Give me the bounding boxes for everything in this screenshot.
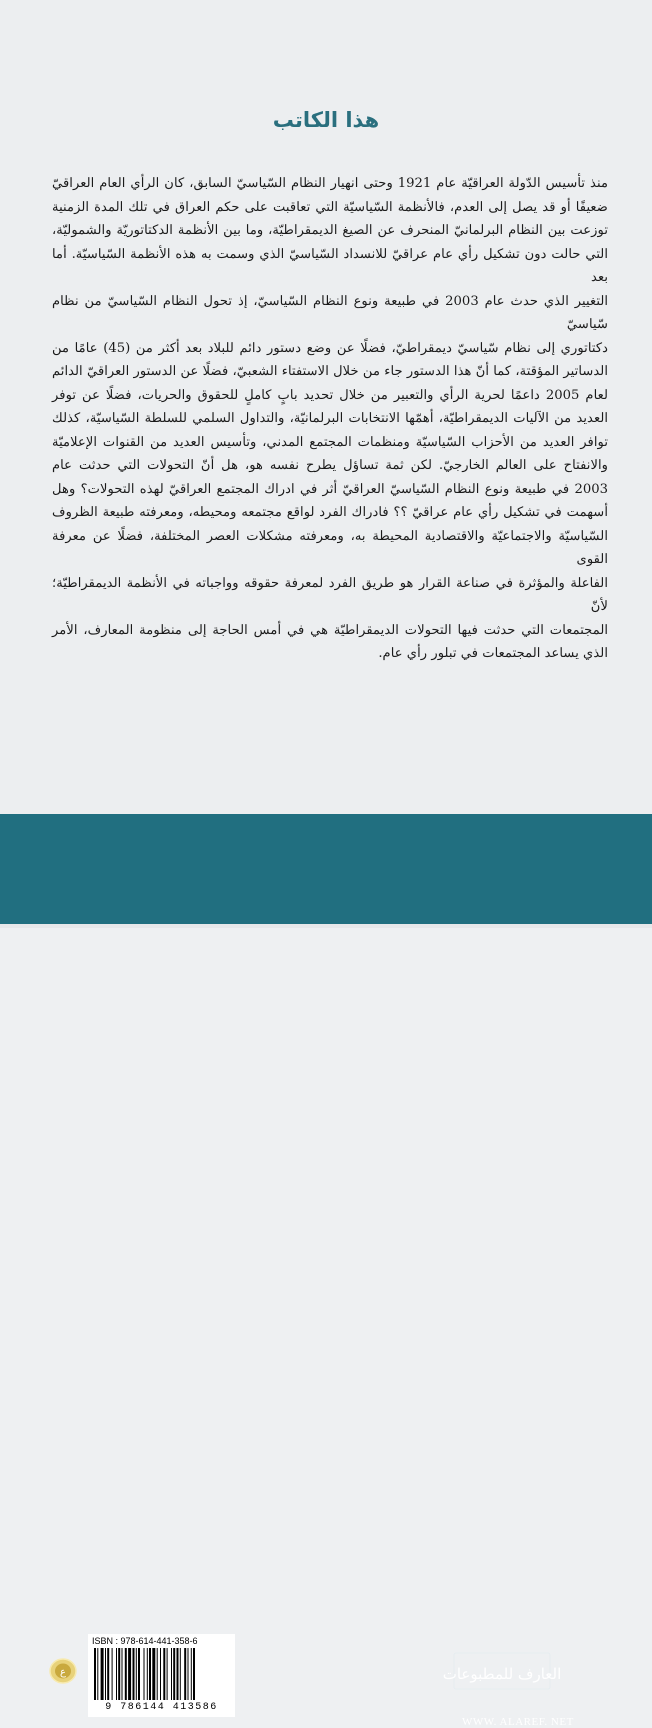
barcode-bar (149, 1648, 151, 1700)
publisher-emblem-icon (48, 1657, 78, 1685)
publisher-name: العارف للمطبوعات (442, 1665, 562, 1683)
barcode-bar (97, 1648, 98, 1700)
body-line: توزعت بين النظام البرلمانيّ المنحرف عن الصيغ الديمقراطيّة، وما بين الأنظمة الدكتاتوريّة والشموليّة، (52, 223, 608, 238)
barcode-digits: 9 786144 413586 (105, 1702, 218, 1713)
body-line: التي حالت دون تشكيل رأي عام عراقيّ للانسداد السّياسيّ الذي وسمت به هذه الأنظمة السّياسيّة. أما بعد (52, 246, 608, 285)
barcode-bar (173, 1648, 175, 1700)
footer-band (0, 814, 652, 1728)
body-line: دكتاتوري إلى نظام سّياسيّ ديمقراطيّ، فضلًا عن وضع دستور دائم للبلاد بعد أكثر من (45) عامًا من (52, 340, 608, 356)
barcode-bar (144, 1648, 145, 1700)
barcode-bar (184, 1648, 186, 1700)
body-line: أسهمت في تشكيل رأي عام عراقيّ ؟؟ فادراك الفرد لواقع مجتمعه ومحيطه، ومعرفته طبيعة الظروف (52, 505, 608, 520)
barcode-bar (193, 1648, 195, 1700)
body-line: السّياسيّة والاجتماعيّة والاقتصادية المحيطة به، ومعرفته مشكلات العصر المختلفة، فضلًا عن معرفة القوى (52, 528, 608, 567)
barcode-bar (163, 1648, 165, 1700)
barcode-bar (171, 1648, 172, 1700)
body-line: 2003 في طبيعة ونوع النظام السّياسيّ العراقيّ أثر في ادراك المجتمع العراقيّ لهذه التحولات؟ وهل (52, 481, 608, 497)
barcode-bar (177, 1648, 179, 1700)
body-line: توافر العديد من الأحزاب السّياسيّة ومنظمات المجتمع المدني، وتأسيس العديد من القنوات الإعلاميّة (52, 434, 608, 450)
barcode-bars (94, 1648, 229, 1700)
barcode-bar (160, 1648, 161, 1700)
section-title: هذا الكاتب (272, 108, 380, 132)
barcode-bar (125, 1648, 127, 1700)
body-line: الفاعلة والمؤثرة في صناعة القرار هو طريق الفرد لمعرفة حقوقه وواجباته في الأنظمة الديمقراطيّة؛ لأنّ (52, 575, 608, 614)
body-line: ضعيفًا أو قد يصل إلى العدم، فالأنظمة السّياسيّة التي تعاقبت على حكم العراق في تلك المدة الزمنية (52, 199, 608, 215)
footer-rule (0, 924, 652, 928)
barcode-bar (167, 1648, 168, 1700)
barcode-bar (180, 1648, 181, 1700)
barcode-bar (116, 1648, 117, 1700)
website-link[interactable]: WWW. ALAREF. NET (462, 1716, 574, 1728)
body-line: والانفتاح على العالم الخارجيّ. لكن ثمة تساؤل يطرح نفسه هو، هل أنّ التحولات التي حدثت عام (52, 458, 608, 473)
barcode-bar (101, 1648, 104, 1700)
body-line: الذي يساعد المجتمعات في تبلور رأي عام. (378, 646, 608, 661)
barcode-bar (133, 1648, 135, 1700)
publisher-logo (442, 1649, 562, 1697)
barcode-bar (107, 1648, 109, 1700)
barcode-bar (152, 1648, 155, 1700)
isbn-label: ISBN : 978-614-441-358-6 (92, 1636, 198, 1646)
barcode-bar (105, 1648, 106, 1700)
barcode-bar (118, 1648, 120, 1700)
barcode-bar (94, 1648, 96, 1700)
body-line: التغيير الذي حدث عام 2003 في طبيعة ونوع النظام السّياسيّ، إذ تحول النظام السّياسيّ من نظام سّياسيّ (52, 293, 609, 332)
barcode-bar (188, 1648, 189, 1700)
body-paragraph (52, 172, 608, 666)
barcode (88, 1634, 235, 1717)
barcode-bar (138, 1648, 140, 1700)
barcode-bar (191, 1648, 192, 1700)
barcode-bar (147, 1648, 148, 1700)
barcode-bar (157, 1648, 158, 1700)
body-line: منذ تأسيس الدّولة العراقيّة عام 1921 وحتى انهيار النظام السّياسيّ السابق، كان الرأي العام العراقيّ (52, 176, 609, 191)
barcode-bar (112, 1648, 113, 1700)
body-line: العديد من الآليات الديمقراطيّة، أهمّها الانتخابات البرلمانيّة، والتداول السلمي للسلطة السّياسيّة، كذلك (52, 411, 608, 426)
body-line: الدساتير المؤقتة، كما أنّ هذا الدستور جاء من خلال الاستفتاء الشعبيّ، فضلًا عن الدستور العراقيّ الدائم (52, 364, 608, 379)
barcode-bar (128, 1648, 131, 1700)
body-line: لعام 2005 داعمًا لحرية الرأي والتعبير من خلال تحديد بابٍ كاملٍ للحقوق والحريات، فضلًا عن توفر (52, 387, 608, 403)
svg-text:ع: ع (60, 1667, 66, 1678)
barcode-bar (136, 1648, 137, 1700)
barcode-bar (122, 1648, 123, 1700)
body-line: المجتمعات التي حدثت فيها التحولات الديمقراطيّة هي في أمس الحاجة إلى منظومة المعارف، الأمر (52, 622, 608, 638)
